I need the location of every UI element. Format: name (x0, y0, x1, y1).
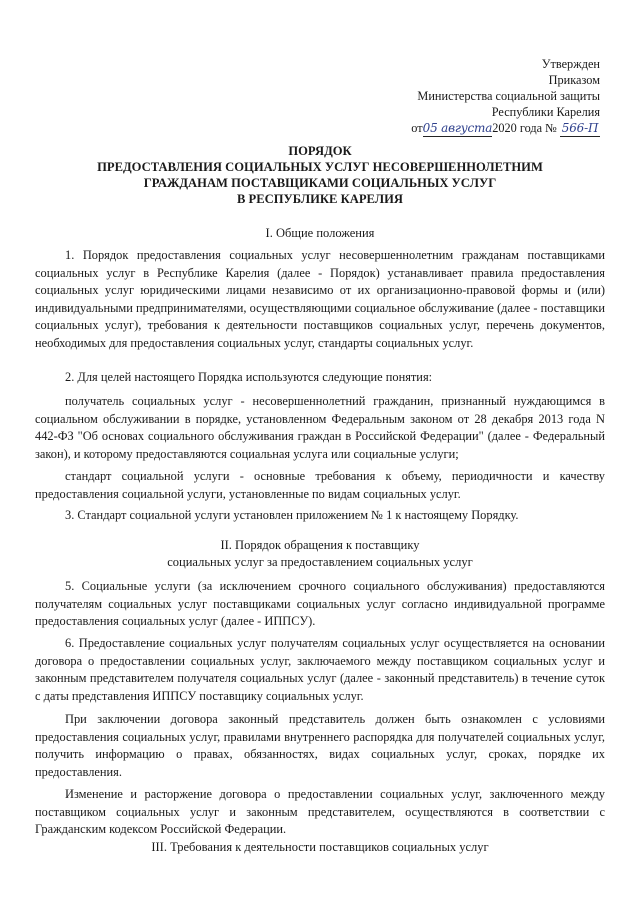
section-1-paragraph-4: стандарт социальной услуги - основные требования к объему, периодичности и качеству предоставления социальной услуги, установленные по видам социальных услуг. (35, 469, 605, 501)
handwritten-date: 05 августа (422, 121, 493, 135)
section-1-paragraph-1: 1. Порядок предоставления социальных услуг несовершеннолетним гражданам поставщиками социальных услуг в Республике Карелия (далее - Порядок) устанавливает правила предоставления социальных услуг юридическими лицами независимо от их организационно-правовой формы и (или) индивидуальными предпринимателями, осуществляющими социальное обслуживание (далее - поставщики социальных услуг), требования к деятельности поставщиков социальных услуг, перечень документов, необходимых для предоставления социальных услуг, стандарты социальных услуг. (35, 248, 605, 350)
section-1-heading: I. Общие положения (265, 226, 375, 240)
document-title (40, 143, 600, 207)
title-line-4: В РЕСПУБЛИКЕ КАРЕЛИЯ (236, 192, 404, 206)
section-2-heading (40, 537, 600, 570)
title-line-3: ГРАЖДАНАМ ПОСТАВЩИКАМИ СОЦИАЛЬНЫХ УСЛУГ (143, 176, 497, 190)
section-1-paragraph-3: получатель социальных услуг - несовершеннолетний гражданин, признанный нуждающимся в социальном обслуживании в порядке, установленном Федеральным законом от 28 декабря 2013 года N 442-ФЗ "Об основах социального обслуживания граждан в Российской Федерации" (далее - Федеральный закон), и которому предоставляются социальная услуга или социальные услуги; (35, 394, 605, 461)
section-2-heading-line-2: социальных услуг за предоставлением социальных услуг (167, 554, 473, 569)
handwritten-order-number: 566-П (561, 121, 599, 135)
section-1-paragraph-5: 3. Стандарт социальной услуги установлен приложением № 1 к настоящему Порядку. (65, 508, 519, 522)
approval-line-date-number (411, 120, 600, 137)
approval-year-text: 2020 года № (492, 121, 557, 135)
section-2-paragraph-2: 6. Предоставление социальных услуг получателям социальных услуг осуществляется на основании договора о предоставлении социальных услуг, заключаемого между поставщиком социальных услуг и законным представителем получателя социальных услуг (далее - законный представитель) в течение суток с даты представления ИППСУ поставщику социальных услуг. (35, 636, 605, 703)
section-1-paragraph-2: 2. Для целей настоящего Порядка используются следующие понятия: (65, 370, 433, 384)
section-3-heading: III. Требования к деятельности поставщиков социальных услуг (151, 840, 489, 854)
approval-line-order: Приказом (548, 73, 600, 87)
approval-stamp-block (411, 56, 600, 137)
section-2-paragraph-1: 5. Социальные услуги (за исключением срочного социального обслуживания) предоставляются получателям социальных услуг поставщиками социальных услуг согласно индивидуальной программе предоставления социальных услуг (далее - ИППСУ). (35, 579, 605, 629)
approval-line-ministry: Министерства социальной защиты (417, 89, 600, 103)
approval-line-approved: Утвержден (541, 57, 600, 71)
section-2-heading-line-1: II. Порядок обращения к поставщику (220, 538, 420, 552)
approval-line-republic: Республики Карелия (491, 105, 600, 119)
approval-prefix: от (411, 121, 423, 135)
title-line-2: ПРЕДОСТАВЛЕНИЯ СОЦИАЛЬНЫХ УСЛУГ НЕСОВЕРШЕННОЛЕТНИМ (97, 160, 543, 174)
section-2-paragraph-4: Изменение и расторжение договора о предоставлении социальных услуг, заключенного между поставщиком социальных услуг и законным представителем, осуществляются в соответствии с Гражданским кодексом Российской Федерации. (35, 787, 605, 837)
section-2-paragraph-3: При заключении договора законный представитель должен быть ознакомлен с условиями предоставления социальных услуг, правилами внутреннего распорядка для получателей социальных услуг, получить информацию о правах, обязанностях, видах социальных услуг, сроках, порядке их предоставления. (35, 712, 605, 779)
title-line-1: ПОРЯДОК (288, 144, 352, 158)
